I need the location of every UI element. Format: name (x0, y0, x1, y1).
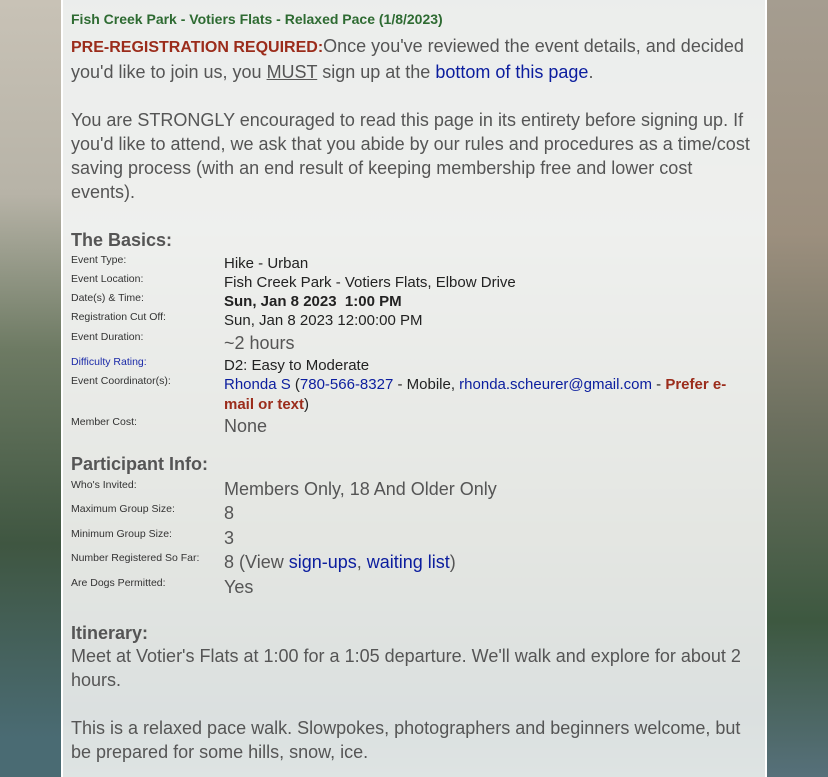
invited-row (71, 479, 755, 503)
event-location-row (71, 273, 755, 293)
difficulty-label[interactable]: Difficulty Rating: (71, 356, 147, 368)
invited-value: Members Only, 18 And Older Only (224, 479, 497, 499)
cost-label: Member Cost: (71, 416, 137, 428)
sign-ups-link[interactable]: sign-ups (288, 552, 357, 572)
coordinator-phone-link[interactable]: 780-566-8327 (299, 376, 394, 393)
datetime-row (71, 292, 755, 312)
cutoff-value: Sun, Jan 8 2023 12:00:00 PM (224, 312, 423, 329)
background-right (766, 0, 828, 777)
dogs-label: Are Dogs Permitted: (71, 577, 166, 589)
registered-count: 8 (224, 552, 235, 572)
itinerary-paragraph-1: Meet at Votier's Flats at 1:00 for a 1:05 departure. We'll walk and explore for about 2 hours. (71, 646, 741, 690)
duration-value: ~2 hours (224, 333, 295, 353)
invited-label: Who's Invited: (71, 479, 137, 491)
min-group-row (71, 528, 755, 552)
prereg-end: . (588, 62, 594, 82)
difficulty-value: D2: Easy to Moderate (224, 357, 370, 374)
registered-close: ) (449, 552, 456, 572)
coordinator-close: ) (304, 396, 310, 413)
prereg-label: PRE-REGISTRATION REQUIRED: (71, 39, 324, 56)
min-group-label: Minimum Group Size: (71, 528, 172, 540)
cost-row (71, 416, 755, 440)
cutoff-label: Registration Cut Off: (71, 311, 166, 323)
registered-value (224, 552, 754, 572)
min-group-value: 3 (224, 528, 235, 548)
prereg-text-1: Once you've reviewed the event details, and decided you'd like to join us, you (71, 36, 744, 82)
participant-title: Participant Info: (71, 454, 209, 474)
cost-value: None (224, 416, 268, 436)
max-group-value: 8 (224, 503, 235, 523)
participant-header (71, 454, 755, 475)
difficulty-row (71, 356, 755, 376)
waiting-list-link[interactable]: waiting list (366, 552, 450, 572)
itinerary-section (71, 623, 755, 764)
datetime-label: Date(s) & Time: (71, 292, 144, 304)
coordinator-row (71, 375, 755, 415)
event-type-row (71, 254, 755, 274)
prereg-must: MUST (266, 62, 318, 82)
dogs-value: Yes (224, 577, 254, 597)
cutoff-row (71, 311, 755, 331)
coordinator-value (224, 375, 754, 415)
event-content (71, 11, 755, 762)
coordinator-preference: Prefer e-mail or text (224, 376, 727, 413)
event-type-value: Hike - Urban (224, 255, 309, 272)
max-group-label: Maximum Group Size: (71, 503, 175, 515)
registered-comma: , (356, 552, 367, 572)
bottom-of-page-link[interactable]: bottom of this page (435, 62, 589, 82)
event-type-label: Event Type: (71, 254, 127, 266)
prereg-text-2: sign up at the (317, 62, 436, 82)
basics-header (71, 230, 755, 251)
prereg-notice (71, 34, 755, 84)
event-location-value: Fish Creek Park - Votiers Flats, Elbow Drive (224, 274, 516, 291)
datetime-value: Sun, Jan 8 2023 1:00 PM (224, 293, 402, 310)
itinerary-paragraph-2: This is a relaxed pace walk. Slowpokes, photographers and beginners welcome, but be prepared for some hills, snow, ice. (71, 718, 741, 762)
itinerary-title: Itinerary: (71, 623, 149, 643)
coordinator-email-link[interactable]: rhonda.scheurer@gmail.com (459, 376, 652, 393)
content-panel (61, 0, 767, 777)
background-left (0, 0, 62, 777)
registered-label: Number Registered So Far: (71, 552, 200, 564)
coordinator-open: ( (290, 376, 300, 393)
coordinator-mobile: - Mobile, (393, 376, 460, 393)
duration-label: Event Duration: (71, 331, 144, 343)
basics-title: The Basics: (71, 230, 173, 250)
coordinator-dash: - (651, 376, 666, 393)
event-location-label: Event Location: (71, 273, 144, 285)
event-title: Fish Creek Park - Votiers Flats - Relaxed Pace (1/8/2023) (71, 11, 443, 27)
details-block (71, 204, 755, 624)
registered-view-text: (View (234, 552, 289, 572)
dogs-row (71, 577, 755, 601)
coordinator-label: Event Coordinator(s): (71, 375, 171, 387)
duration-row (71, 331, 755, 355)
coordinator-name-link[interactable]: Rhonda S (224, 376, 291, 393)
registered-row (71, 552, 755, 576)
strongly-encouraged-text: You are STRONGLY encouraged to read this page in its entirety before signing up. If you'd like to attend, we ask that you abide by our rules and procedures as a time/cost saving process (with an end result of keeping membership free and lower cost events). (71, 110, 750, 202)
max-group-row (71, 503, 755, 527)
